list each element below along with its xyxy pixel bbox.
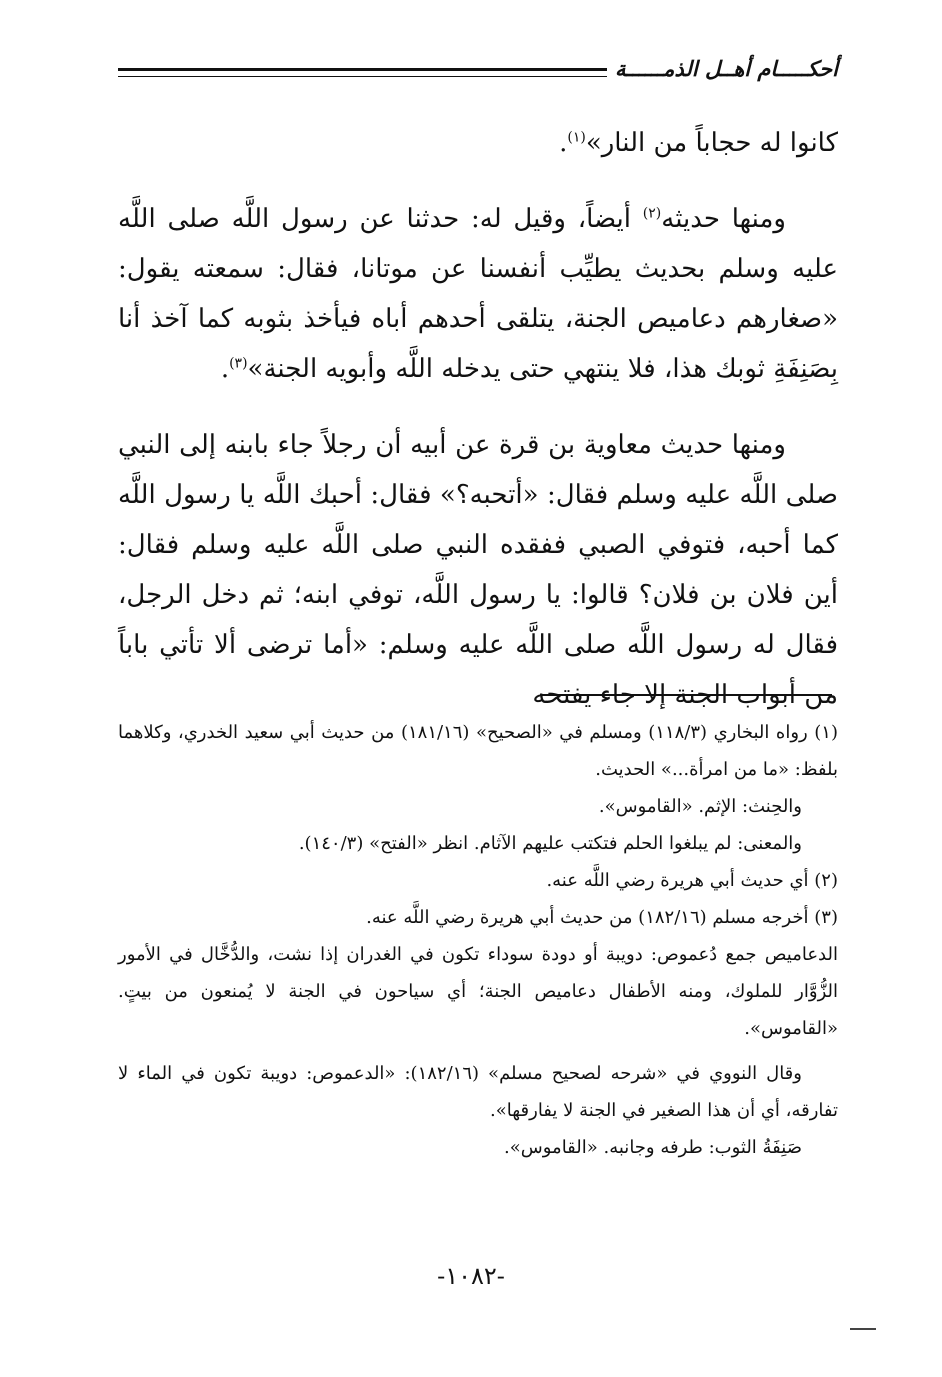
paragraph-2-end: . bbox=[220, 354, 230, 384]
paragraph-1 bbox=[118, 118, 838, 168]
scan-mark bbox=[850, 1328, 876, 1330]
header-title: أحكـــــام أهــل الذمــــــة bbox=[607, 56, 838, 81]
paragraph-3: ومنها حديث معاوية بن قرة عن أبيه أن رجلاً جاء بابنه إلى النبي صلى اللَّه عليه وسلم فقال: «أتحبه؟» فقال: أحبك اللَّه يا رسول اللَّه كما أحبه، فتوفي الصبي ففقده النبي صلى اللَّه عليه وسلم فقال: أين فلان بن فلان؟ قالوا: يا رسول اللَّه، توفي ابنه؛ ثم دخل الرجل، فقال له رسول اللَّه صلى اللَّه عليه وسلم: «أما ترضى ألا تأتي باباً من أبواب الجنة إلا جاء يفتحه bbox=[118, 430, 838, 710]
footnote-ref-3: (٣) bbox=[229, 355, 248, 372]
running-header bbox=[118, 56, 838, 96]
footnote-1: (١) رواه البخاري (١١٨/٣) ومسلم في «الصحيح» (١٨١/١٦) من حديث أبي سعيد الخدري، وكلاهما بلفظ: «ما من امرأة...» الحديث. bbox=[118, 722, 838, 780]
page-number: -١٠٨٢- bbox=[437, 1262, 505, 1290]
footnote-1-note-b: والمعنى: لم يبلغوا الحلم فتكتب عليهم الآثام. انظر «الفتح» (١٤٠/٣). bbox=[298, 833, 802, 854]
header-rule bbox=[118, 68, 623, 77]
paragraph-2-text-b: أيضاً، وقيل له: حدثنا عن رسول اللَّه صلى اللَّه عليه وسلم بحديث يطيِّب أنفسنا عن موتانا، فقال: سمعته يقول: «صغارهم دعاميص الجنة، يتلقى أحدهم أباه فيأخذ بثوبه كما آخذ أنا بِصَنِفَةِ ثوبك هذا، فلا ينتهي حتى يدخله اللَّه وأبويه الجنة» bbox=[118, 204, 838, 384]
main-text bbox=[118, 118, 838, 746]
footnote-separator bbox=[540, 694, 832, 696]
footnote-3: (٣) أخرجه مسلم (١٨٢/١٦) من حديث أبي هريرة رضي اللَّه عنه. bbox=[366, 907, 838, 928]
paragraph-2 bbox=[118, 194, 838, 394]
footnote-3-note-b: وقال النووي في «شرحه لصحيح مسلم» (١٨٢/١٦): «الدعموص: دويبة تكون في الماء لا تفارقه، أي أن هذا الصغير في الجنة لا يفارقها». bbox=[118, 1063, 838, 1121]
paragraph-2-text-a: ومنها حديثه bbox=[661, 204, 786, 234]
paragraph-1-text: كانوا له حجاباً من النار» bbox=[585, 128, 838, 158]
footnote-3-note-c: صَنِفَةُ الثوب: طرفه وجانبه. «القاموس». bbox=[504, 1137, 802, 1158]
footnote-2: (٢) أي حديث أبي هريرة رضي اللَّه عنه. bbox=[546, 870, 838, 891]
footnote-3-note-a: الدعاميص جمع دُعموص: دويبة أو دودة سوداء تكون في الغدران إذا نشت، والدُّخَّال في الأمور الزُّوَّار للملوك، ومنه الأطفال دعاميص الجنة؛ أي سياحون في الجنة لا يُمنعون من بيتٍ. «القاموس». bbox=[118, 944, 838, 1039]
footnotes bbox=[118, 714, 838, 1166]
footnote-ref-1: (١) bbox=[567, 129, 586, 146]
footnote-1-note-a: والحِنث: الإثم. «القاموس». bbox=[598, 796, 802, 817]
footnote-ref-2: (٢) bbox=[642, 205, 662, 222]
paragraph-1-end: . bbox=[559, 128, 568, 158]
